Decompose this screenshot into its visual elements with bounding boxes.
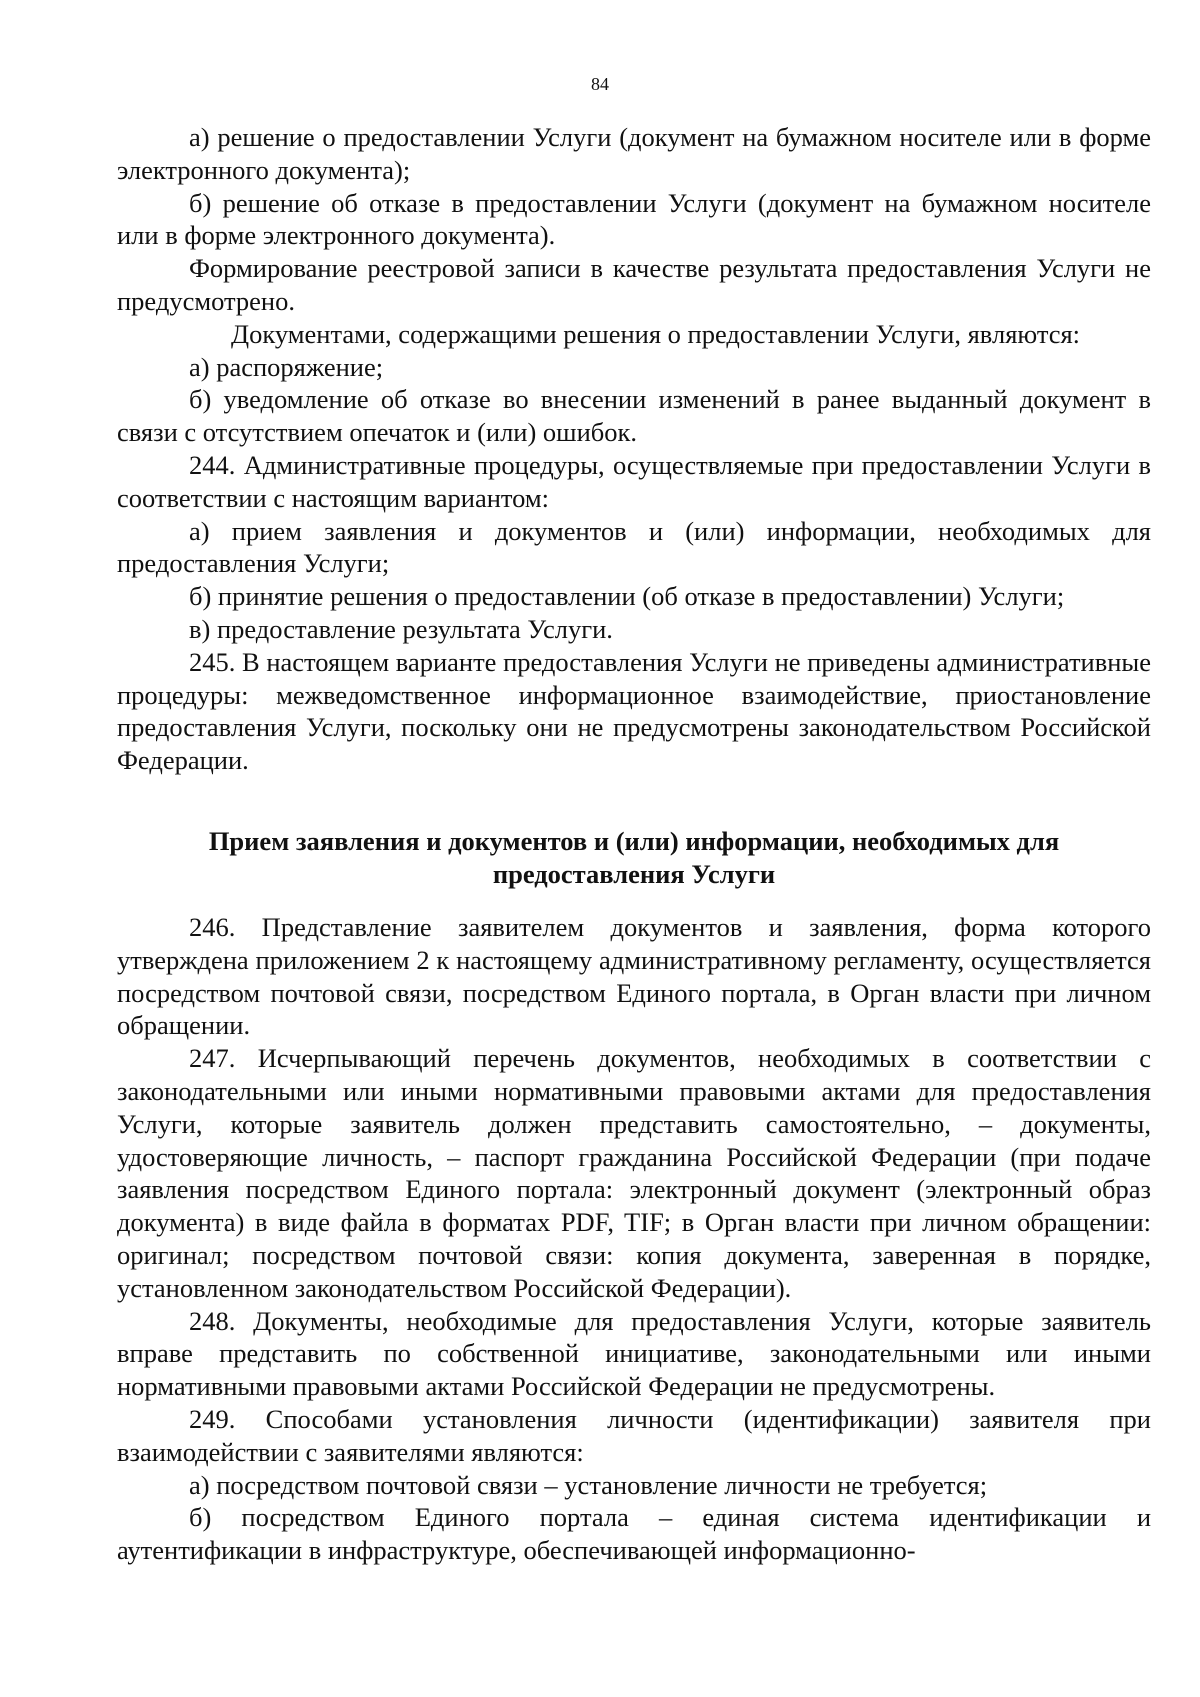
paragraph-244-c: в) предоставление результата Услуги.	[189, 613, 613, 644]
page-number: 84	[591, 74, 609, 94]
paragraph-244: 244. Административные процедуры, осуществляемые при предоставлении Услуги в соответствии с настоящим вариантом:	[117, 449, 1151, 513]
section-heading-line-2: предоставления Услуги	[492, 858, 776, 889]
paragraph-244-a: а) прием заявления и документов и (или) информации, необходимых для предоставления Услуги;	[117, 515, 1151, 579]
paragraph-247: 247. Исчерпывающий перечень документов, необходимых в соответствии с законодательными или иными нормативными правовыми актами для предоставления Услуги, которые заявитель должен представить самостоятельно, – документы, удостоверяющие личность, – паспорт гражданина Российской Федерации (при подаче заявления посредством Единого портала: электронный документ (электронный образ документа) в виде файла в форматах PDF, TIF; в Орган власти при личном обращении: оригинал; посредством почтовой связи: копия документа, заверенная в порядке, установленном законодательством Российской Федерации).	[117, 1043, 1151, 1303]
paragraph-248: 248. Документы, необходимые для предоставления Услуги, которые заявитель вправе представить по собственной инициативе, законодательными или иными нормативными правовыми актами Российской Федерации не предусмотрены.	[117, 1305, 1151, 1402]
section-heading	[117, 825, 1151, 891]
application-section-text	[117, 911, 1151, 1567]
paragraph-249: 249. Способами установления личности (идентификации) заявителя при взаимодействии с заявителями являются:	[117, 1403, 1151, 1467]
result-section-text	[117, 121, 1151, 777]
paragraph-decision-a: а) распоряжение;	[189, 351, 384, 382]
paragraph-244-b: б) принятие решения о предоставлении (об отказе в предоставлении) Услуги;	[189, 581, 1065, 612]
paragraph-decision-documents: Документами, содержащими решения о предоставлении Услуги, являются:	[231, 318, 1081, 349]
paragraph-249-b: б) посредством Единого портала – единая система идентификации и аутентификации в инфраструктуре, обеспечивающей информационно-	[117, 1502, 1151, 1566]
paragraph-249-a: а) посредством почтовой связи – установление личности не требуется;	[189, 1469, 988, 1500]
paragraph-decision-b: б) уведомление об отказе во внесении изменений в ранее выданный документ в связи с отсутствием опечаток и (или) ошибок.	[117, 384, 1151, 448]
paragraph-result-b: б) решение об отказе в предоставлении Услуги (документ на бумажном носителе или в форме электронного документа).	[117, 187, 1151, 251]
paragraph-result-a: а) решение о предоставлении Услуги (документ на бумажном носителе или в форме электронного документа);	[117, 122, 1151, 185]
paragraph-246: 246. Представление заявителем документов и заявления, форма которого утверждена приложением 2 к настоящему административному регламенту, осуществляется посредством почтовой связи, посредством Единого портала, в Орган власти при личном обращении.	[117, 912, 1151, 1041]
paragraph-245: 245. В настоящем варианте предоставления Услуги не приведены административные процедуры: межведомственное информационное взаимодействие, приостановление предоставления Услуги, поскольку они не предусмотрены законодательством Российской Федерации.	[117, 646, 1151, 776]
section-heading-line-1: Прием заявления и документов и (или) информации, необходимых для	[208, 826, 1060, 856]
paragraph-registry-record: Формирование реестровой записи в качестве результата предоставления Услуги не предусмотрено.	[117, 253, 1151, 316]
